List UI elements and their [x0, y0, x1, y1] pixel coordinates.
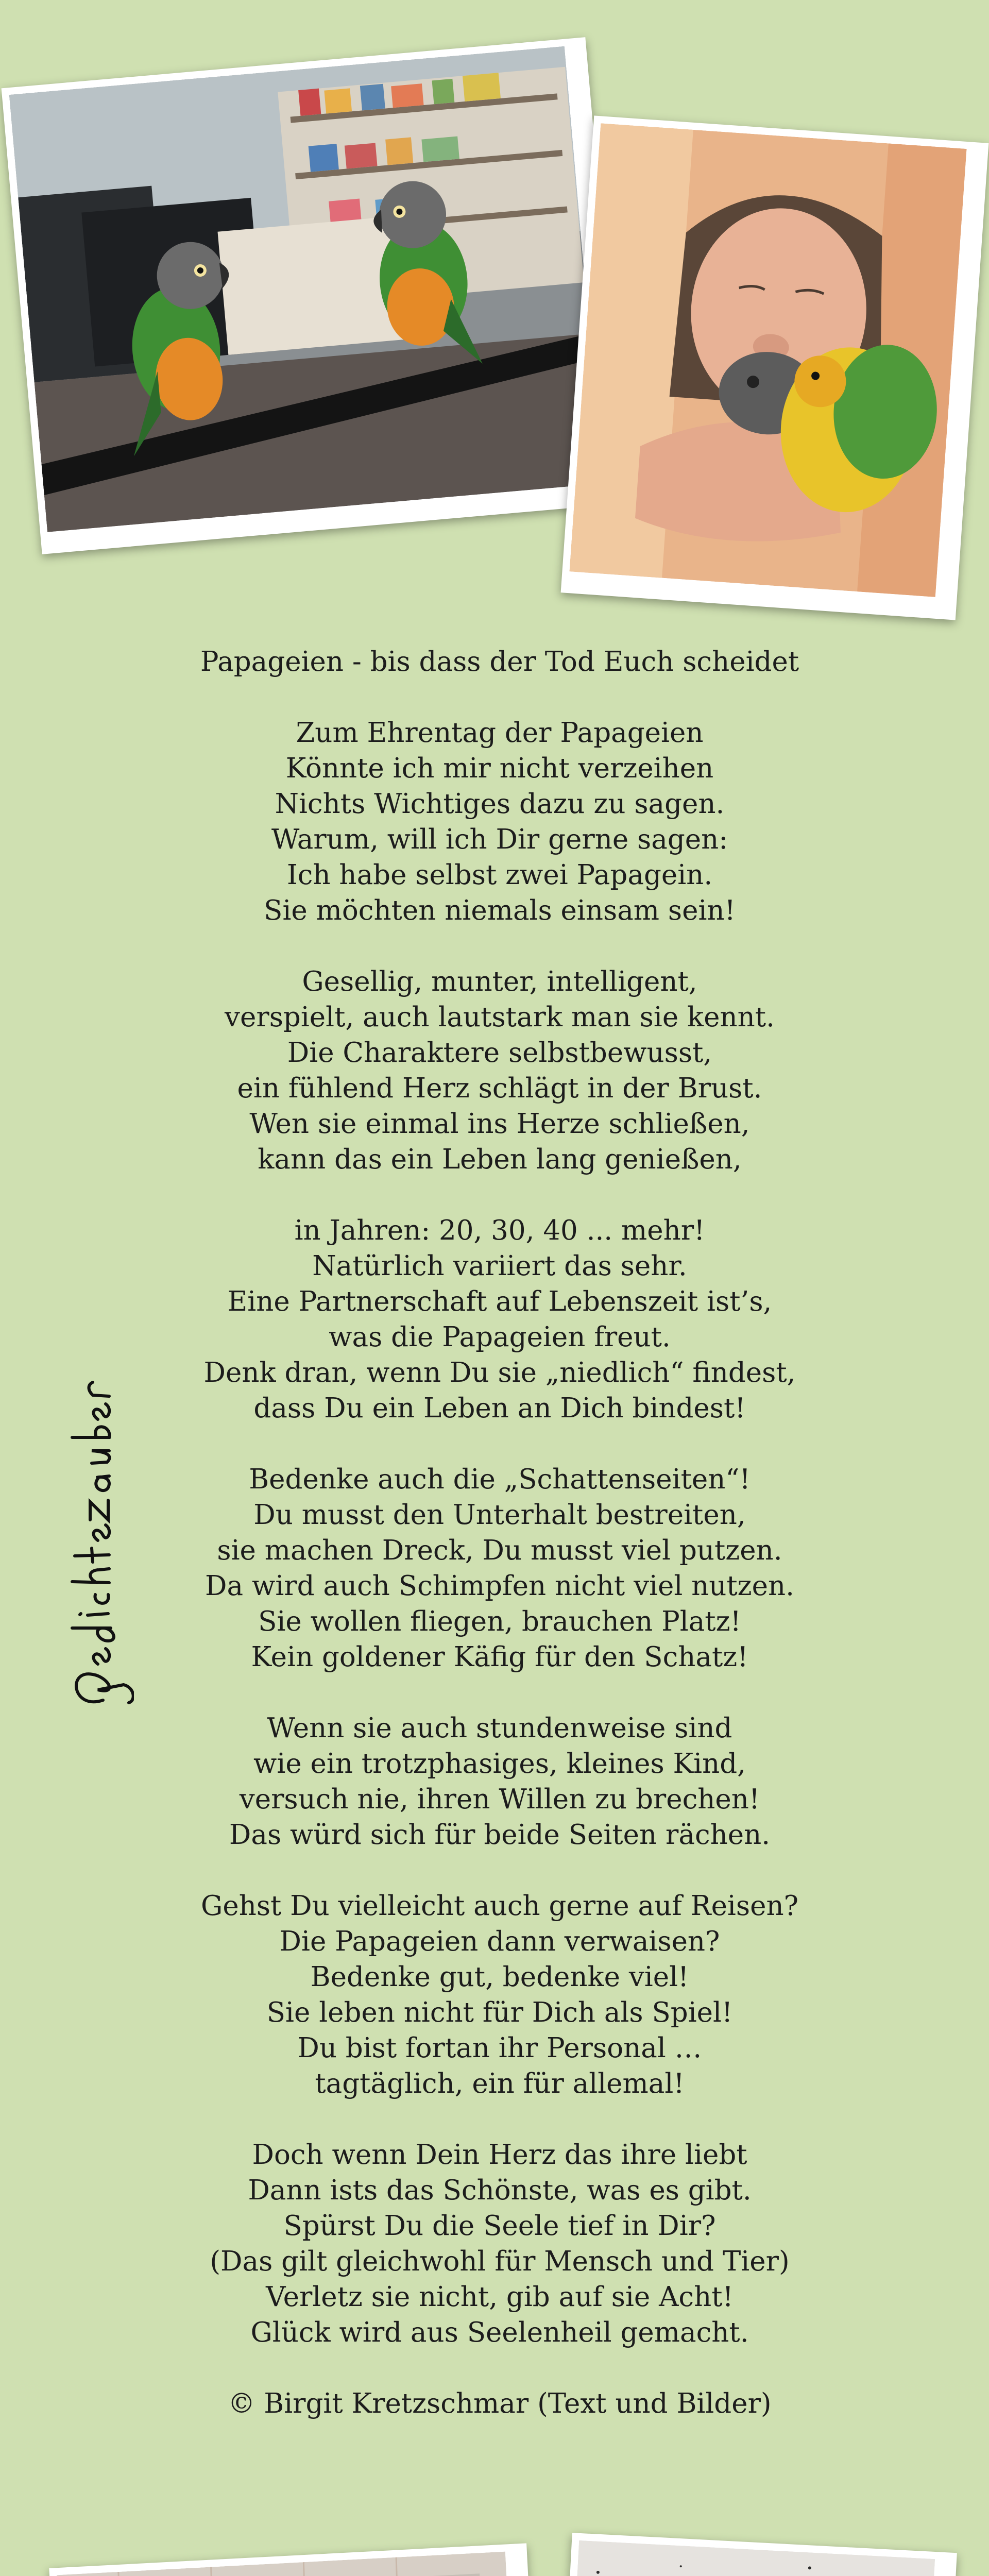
poem-line: ein fühlend Herz schlägt in der Brust. — [237, 1073, 762, 1104]
poem-line: kann das ein Leben lang genießen, — [258, 1144, 742, 1175]
photo-parrots-signpost — [49, 2543, 552, 2576]
poem — [134, 644, 865, 2421]
poem-line: (Das gilt gleichwohl für Mensch und Tier) — [210, 2246, 790, 2277]
poem-line: Bedenke auch die „Schattenseiten“! — [249, 1464, 751, 1495]
poem-line: Glück wird aus Seelenheil gemacht. — [250, 2317, 749, 2348]
poem-line: was die Papageien freut. — [329, 1321, 671, 1353]
poem-line: Kein goldener Käfig für den Schatz! — [251, 1641, 748, 1673]
poem-line: Bedenke gut, bedenke viel! — [310, 1961, 689, 1993]
poem-line: Du musst den Unterhalt bestreiten, — [253, 1499, 746, 1531]
poem-line: Wen sie einmal ins Herze schließen, — [249, 1108, 750, 1140]
poem-line: Wenn sie auch stundenweise sind — [267, 1713, 732, 1744]
parrot-on-hat-image — [554, 2540, 935, 2576]
poem-line: Nichts Wichtiges dazu zu sagen. — [275, 788, 725, 820]
two-parrots-image — [9, 46, 603, 532]
stanza-2 — [134, 964, 865, 1177]
poem-line: Ich habe selbst zwei Papagein. — [286, 859, 713, 891]
poem-credit: © Birgit Kretzschmar (Text und Bilder) — [228, 2388, 772, 2419]
poem-line: wie ein trotzphasiges, kleines Kind, — [253, 1748, 746, 1780]
poem-line: Könnte ich mir nicht verzeihen — [285, 753, 714, 784]
woman-with-parrots-image — [569, 123, 966, 597]
photo-parrot-on-hat — [546, 2533, 957, 2576]
stanza-5 — [134, 1710, 865, 1853]
poem-line: Die Charaktere selbstbewusst, — [287, 1037, 712, 1069]
poem-line: Gehst Du vielleicht auch gerne auf Reisen? — [201, 1890, 798, 1922]
poem-line: Gesellig, munter, intelligent, — [302, 966, 697, 997]
photo-two-parrots — [2, 37, 626, 554]
poem-line: in Jahren: 20, 30, 40 ... mehr! — [294, 1215, 705, 1246]
stanza-6 — [134, 1888, 865, 2102]
poem-line: Da wird auch Schimpfen nicht viel nutzen. — [205, 1570, 794, 1602]
parrots-signpost-image — [57, 2552, 530, 2576]
stanza-1 — [134, 715, 865, 928]
stanza-7 — [134, 2137, 865, 2350]
poem-line: Dann ists das Schönste, was es gibt. — [248, 2175, 752, 2206]
poem-line: Natürlich variiert das sehr. — [312, 1250, 687, 1282]
poem-title: Papageien - bis dass der Tod Euch scheidet — [200, 646, 799, 677]
poem-line: Die Papageien dann verwaisen? — [279, 1926, 720, 1957]
poem-line: Doch wenn Dein Herz das ihre liebt — [252, 2139, 747, 2171]
poem-line: Sie leben nicht für Dich als Spiel! — [266, 1997, 733, 2028]
poem-line: tagtäglich, ein für allemal! — [315, 2068, 685, 2099]
poem-line: Sie möchten niemals einsam sein! — [264, 895, 736, 926]
poem-line: versuch nie, ihren Willen zu brechen! — [239, 1784, 760, 1815]
signature-handwriting — [31, 1381, 134, 1710]
poem-line: Spürst Du die Seele tief in Dir? — [283, 2210, 716, 2242]
signature-gedichtezauber — [31, 1381, 134, 1710]
poem-line: Das würd sich für beide Seiten rächen. — [229, 1819, 771, 1851]
poem-line: verspielt, auch lautstark man sie kennt. — [225, 1002, 775, 1033]
poem-line: Du bist fortan ihr Personal … — [297, 2032, 702, 2064]
photo-woman-with-parrots — [561, 115, 989, 620]
poem-line: Eine Partnerschaft auf Lebenszeit ist’s, — [227, 1286, 772, 1317]
poem-line: Warum, will ich Dir gerne sagen: — [271, 824, 728, 855]
poem-line: Sie wollen fliegen, brauchen Platz! — [258, 1606, 741, 1637]
poem-line: dass Du ein Leben an Dich bindest! — [253, 1393, 746, 1424]
stanza-3 — [134, 1213, 865, 1426]
stanza-4 — [134, 1462, 865, 1675]
poem-line: Zum Ehrentag der Papageien — [296, 717, 704, 749]
poem-line: Verletz sie nicht, gib auf sie Acht! — [266, 2281, 734, 2313]
poem-line: sie machen Dreck, Du musst viel putzen. — [217, 1535, 782, 1566]
poem-line: Denk dran, wenn Du sie „niedlich“ findest, — [203, 1357, 796, 1388]
